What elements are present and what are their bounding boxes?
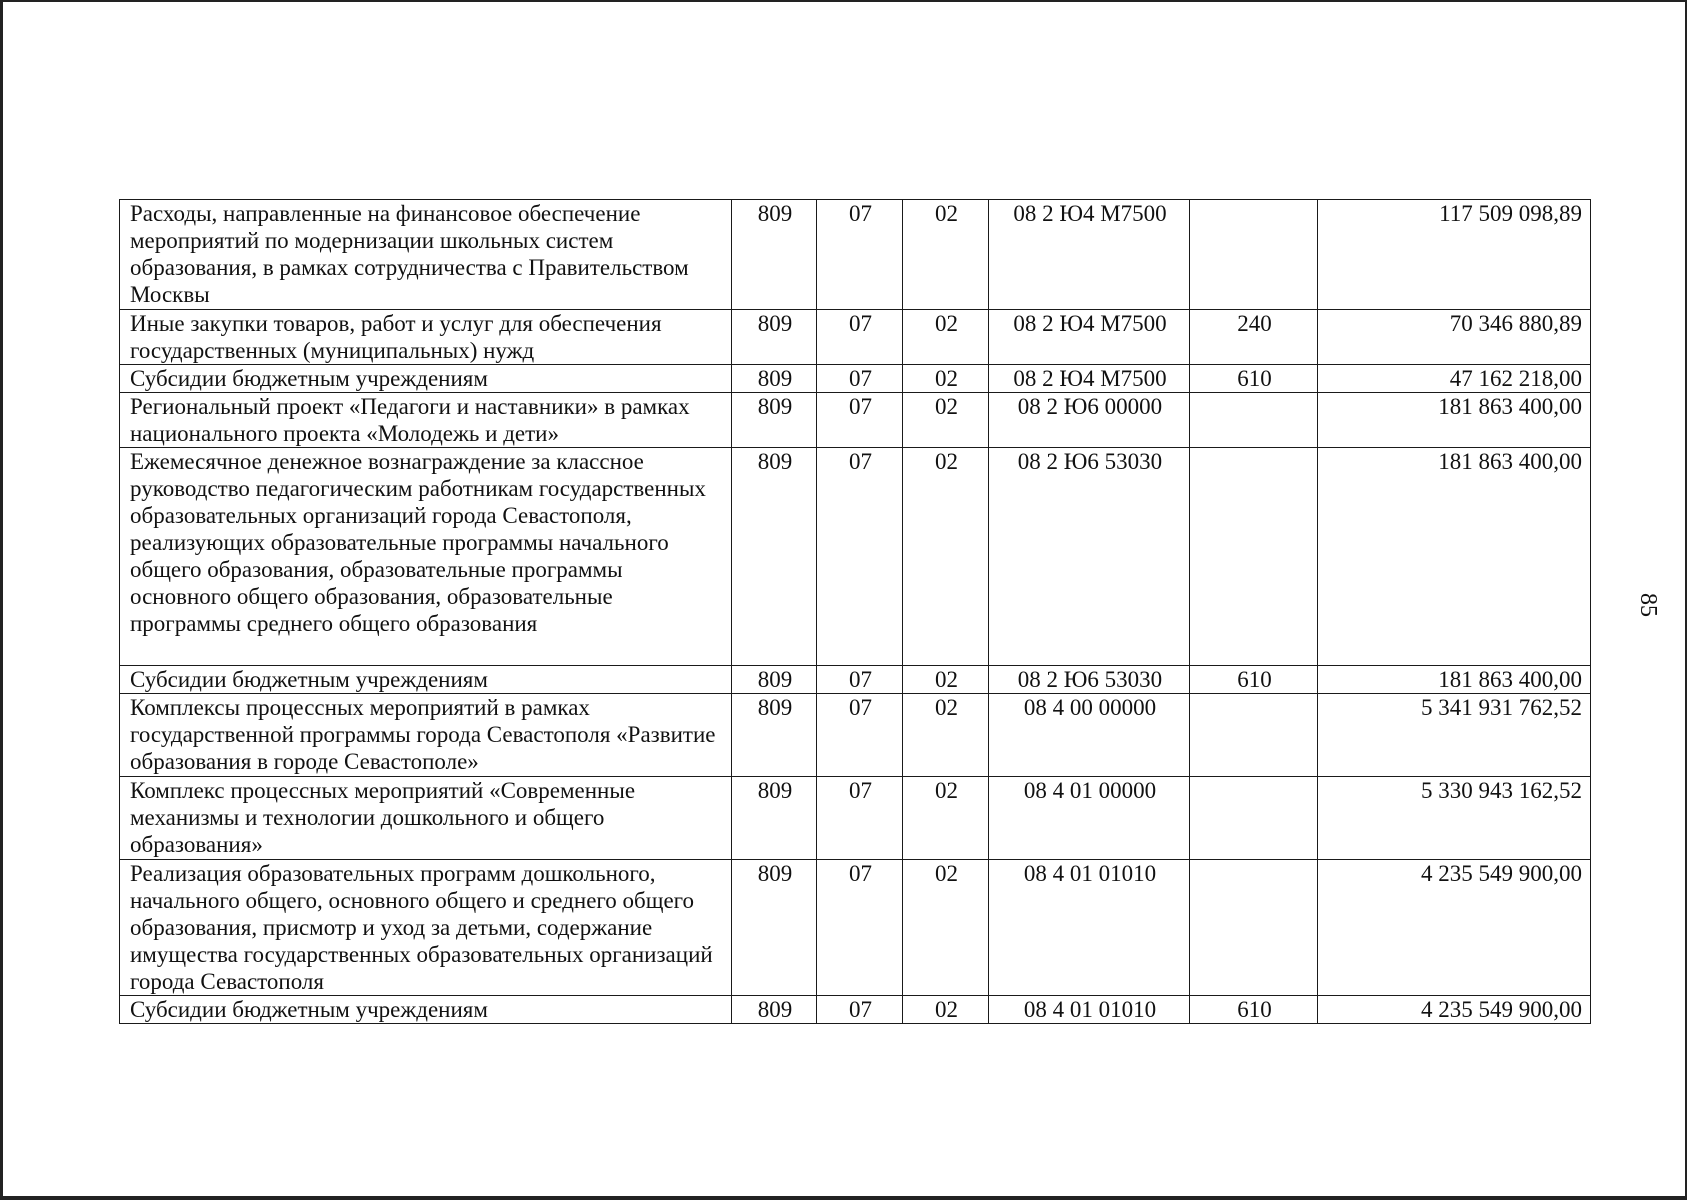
table-row	[120, 666, 1591, 694]
table-row	[120, 448, 1591, 666]
table-row	[120, 860, 1591, 996]
table-row	[120, 393, 1591, 448]
cell-target-article: 08 2 Ю6 00000	[989, 393, 1190, 448]
page-number: 85	[1635, 593, 1661, 617]
cell-name: Субсидии бюджетным учреждениям	[120, 996, 732, 1024]
cell-section: 07	[817, 200, 903, 310]
table-row	[120, 777, 1591, 860]
cell-subsection: 02	[903, 310, 989, 365]
cell-name: Комплексы процессных мероприятий в рамках государственной программы города Севастополя «Развитие образования в городе Севастополе»	[120, 694, 732, 777]
budget-table	[119, 199, 1591, 1024]
cell-section: 07	[817, 996, 903, 1024]
cell-target-article: 08 4 00 00000	[989, 694, 1190, 777]
cell-expense-type	[1190, 200, 1318, 310]
cell-subsection: 02	[903, 666, 989, 694]
cell-target-article: 08 2 Ю4 М7500	[989, 200, 1190, 310]
cell-grbs: 809	[732, 996, 817, 1024]
cell-grbs: 809	[732, 777, 817, 860]
cell-section: 07	[817, 393, 903, 448]
table-row	[120, 996, 1591, 1024]
cell-grbs: 809	[732, 365, 817, 393]
cell-section: 07	[817, 666, 903, 694]
cell-name: Субсидии бюджетным учреждениям	[120, 666, 732, 694]
cell-amount: 70 346 880,89	[1318, 310, 1591, 365]
cell-amount: 181 863 400,00	[1318, 666, 1591, 694]
cell-target-article: 08 2 Ю6 53030	[989, 448, 1190, 666]
cell-amount: 117 509 098,89	[1318, 200, 1591, 310]
cell-grbs: 809	[732, 666, 817, 694]
cell-expense-type	[1190, 694, 1318, 777]
cell-amount: 47 162 218,00	[1318, 365, 1591, 393]
cell-expense-type	[1190, 777, 1318, 860]
cell-expense-type: 610	[1190, 365, 1318, 393]
cell-expense-type: 610	[1190, 666, 1318, 694]
cell-grbs: 809	[732, 448, 817, 666]
cell-amount: 4 235 549 900,00	[1318, 996, 1591, 1024]
cell-section: 07	[817, 777, 903, 860]
cell-grbs: 809	[732, 694, 817, 777]
cell-target-article: 08 4 01 01010	[989, 860, 1190, 996]
cell-subsection: 02	[903, 694, 989, 777]
cell-target-article: 08 2 Ю6 53030	[989, 666, 1190, 694]
cell-subsection: 02	[903, 860, 989, 996]
cell-amount: 181 863 400,00	[1318, 393, 1591, 448]
table-row	[120, 310, 1591, 365]
cell-expense-type	[1190, 860, 1318, 996]
cell-name: Расходы, направленные на финансовое обеспечение мероприятий по модернизации школьных систем образования, в рамках сотрудничества с Правительством Москвы	[120, 200, 732, 310]
table-row	[120, 200, 1591, 310]
cell-amount: 5 341 931 762,52	[1318, 694, 1591, 777]
cell-subsection: 02	[903, 777, 989, 860]
cell-subsection: 02	[903, 996, 989, 1024]
cell-expense-type	[1190, 393, 1318, 448]
cell-section: 07	[817, 448, 903, 666]
cell-grbs: 809	[732, 860, 817, 996]
cell-section: 07	[817, 365, 903, 393]
table-row	[120, 694, 1591, 777]
cell-name: Реализация образовательных программ дошкольного, начального общего, основного общего и среднего общего образования, присмотр и уход за детьми, содержание имущества государственных образовательных организаций города Севастополя	[120, 860, 732, 996]
cell-grbs: 809	[732, 310, 817, 365]
table-body	[120, 200, 1591, 1024]
cell-expense-type: 610	[1190, 996, 1318, 1024]
cell-subsection: 02	[903, 365, 989, 393]
cell-expense-type	[1190, 448, 1318, 666]
cell-amount: 5 330 943 162,52	[1318, 777, 1591, 860]
cell-amount: 181 863 400,00	[1318, 448, 1591, 666]
cell-subsection: 02	[903, 200, 989, 310]
cell-grbs: 809	[732, 200, 817, 310]
cell-section: 07	[817, 694, 903, 777]
cell-target-article: 08 2 Ю4 М7500	[989, 310, 1190, 365]
cell-name: Иные закупки товаров, работ и услуг для обеспечения государственных (муниципальных) нужд	[120, 310, 732, 365]
cell-name: Ежемесячное денежное вознаграждение за классное руководство педагогическим работникам государственных образовательных организаций города Севастополя, реализующих образовательные программы начального общего образования, образовательные программы основного общего образования, образовательные программы среднего общего образования	[120, 448, 732, 666]
cell-name: Субсидии бюджетным учреждениям	[120, 365, 732, 393]
cell-section: 07	[817, 310, 903, 365]
table-row	[120, 365, 1591, 393]
cell-target-article: 08 4 01 01010	[989, 996, 1190, 1024]
cell-target-article: 08 4 01 00000	[989, 777, 1190, 860]
cell-name: Комплекс процессных мероприятий «Современные механизмы и технологии дошкольного и общего образования»	[120, 777, 732, 860]
cell-grbs: 809	[732, 393, 817, 448]
cell-subsection: 02	[903, 448, 989, 666]
cell-name: Региональный проект «Педагоги и наставники» в рамках национального проекта «Молодежь и дети»	[120, 393, 732, 448]
cell-amount: 4 235 549 900,00	[1318, 860, 1591, 996]
cell-section: 07	[817, 860, 903, 996]
cell-subsection: 02	[903, 393, 989, 448]
cell-target-article: 08 2 Ю4 М7500	[989, 365, 1190, 393]
cell-expense-type: 240	[1190, 310, 1318, 365]
